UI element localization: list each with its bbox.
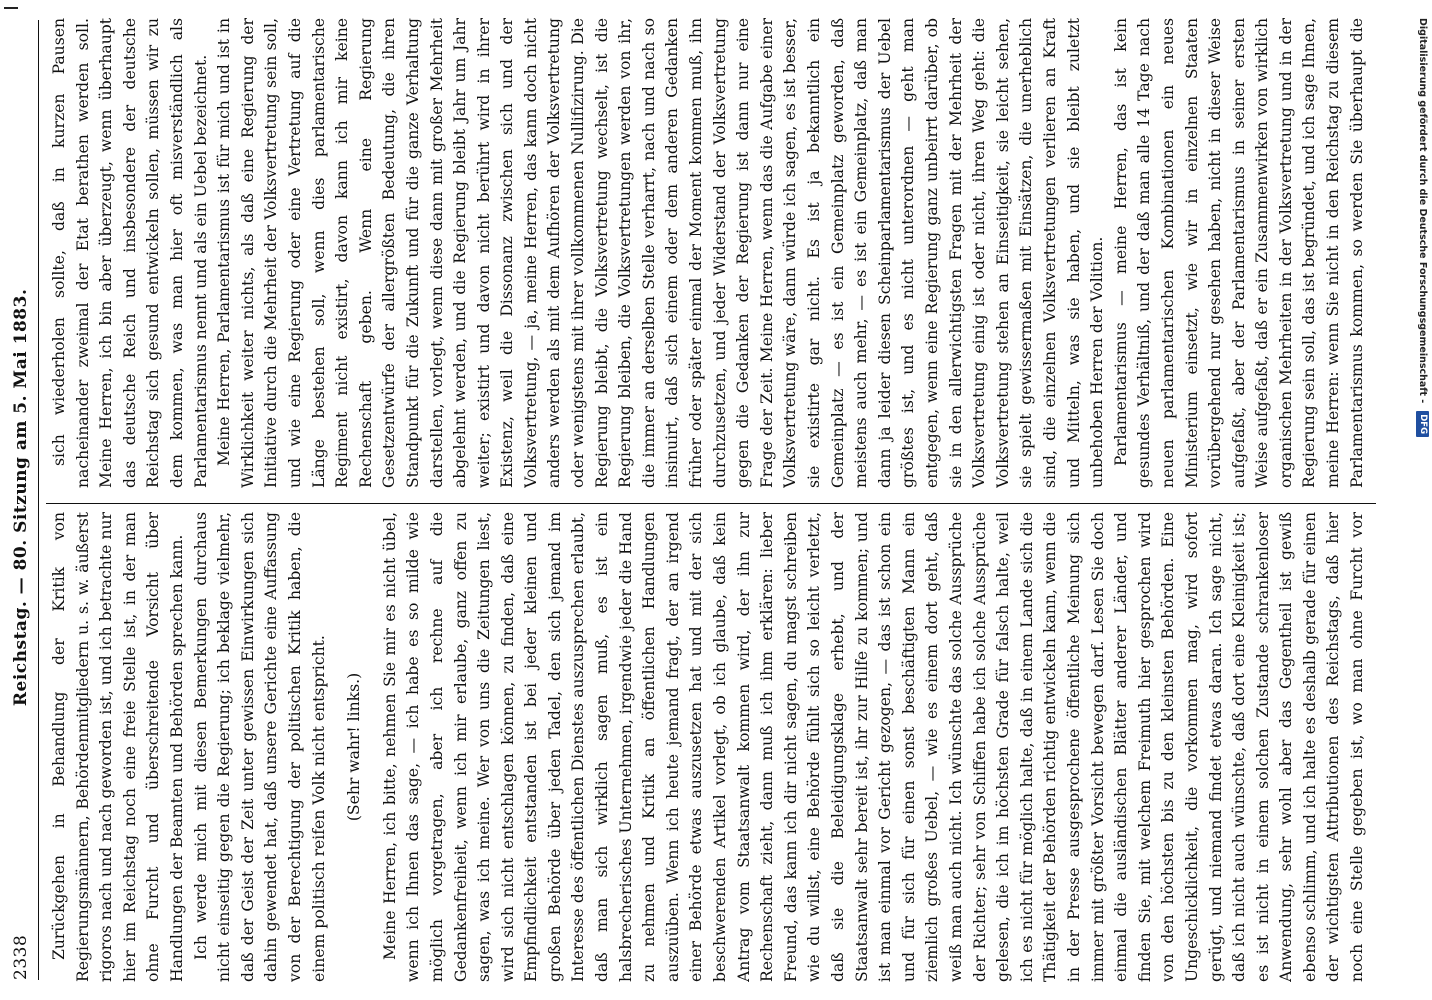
paragraph: Meine Herren, Parlamentarismus ist für mich und ist in Wirklichkeit weiter nichts, als daß eine Regierung der Initiative durch die Mehrheit der Volksvertretung sein soll, und wie eine Regierung oder eine Vertretung auf die Länge bestehen soll, wenn dies parlamentarische Regiment nicht existirt, davon kann ich mir keine Rechenschaft geben. Wenn eine Regierung Gesetzentwürfe der allergrößten Bedeutung, die ihren Standpunkt für die Zukunft und für die ganze Verhaltung darstellen, vorlegt, wenn diese dann mit großer Mehrheit abgelehnt werden, und die Regierung bleibt Jahr um Jahr weiter; existirt und davon nicht berührt wird in ihrer Existenz, weil die Dissonanz zwischen sich und der Volksvertretung, — ja, meine Herren, das kann doch nicht anders werden als mit dem Aufhören der Volksvertretung oder wenigstens mit ihrer vollkommenen Nullifizirung. Die Regierung bleibt, die Volksvertretung wechselt, ist die Regierung bleiben, die Volksvertretungen werden von ihr, die immer an derselben Stelle verharrt, nach und nach so insinuirt, daß sich einem oder dem anderen Gedanken früher oder später einmal der Moment kommen muß, ihn durchzusetzen, und jeder Widerstand der Volksvertretung gegen die Gedanken der Regierung ist dann nur eine Frage der Zeit. Meine Herren, wenn das die Aufgabe einer Volksvertretung wäre, dann würde ich sagen, es ist besser, sie existirte gar nicht. Es ist ja bekanntlich ein Gemeinplatz — es ist ein Gemeinplatz geworden, daß meistens auch mehr, — es ist ein Gemeinplatz, daß man dann ja leider diesen Scheinparlamentarismus der Uebel größtes ist, und es nicht unterordnen — geht man entgegen, wenn eine Regierung ganz unbeirrt darüber, ob sie in den allerwichtigsten Fragen mit der Mehrheit der Volksvertretung einig ist oder nicht, ihren Weg geht: die Volksvertretung stehen an Einseitigkeit, sie leicht sehen, sie spielt gewissermaßen mit Einsätzen, die unerheblich sind, die einzelnen Volksvertretungen verlieren an Kraft und Mitteln, was sie haben, und sie bleibt zuletzt unbehoben Herren der Volition.	[215, 18, 1107, 488]
paragraph: Zurückgehen in Behandlung der Kritik von Regierungsmännern, Behördenmitgliedern u. s. w. äußerst rigoros nach und nach geworden ist, und ich betrachte nur hier im Reichstag noch eine freie Stelle ist, in der man ohne Furcht und überschreitende Vorsicht über Handlungen der Beamten und Behörden sprechen kann.	[50, 512, 186, 982]
column-divider	[46, 503, 1376, 504]
header-rule	[38, 20, 39, 980]
left-column	[48, 512, 1368, 982]
right-column	[48, 18, 1368, 488]
scan-corner-mark	[4, 0, 18, 9]
paragraph: Meine Herren, ich bitte, nehmen Sie mir es nicht übel, wenn ich Ihnen das sage, — ich habe es so milde wie möglich vorgetragen, aber ich rechne auf die Gedankenfreiheit, wenn ich mir erlaube, ganz offen zu sagen, was ich meine. Wer von uns die Zeitungen liest, wird sich nicht entschlagen können, zu finden, daß eine Empfindlichkeit entstanden ist bei jeder kleinen und großen Behörde über jeden Tadel, den sich jemand im Interesse des öffentlichen Dienstes auszusprechen erlaubt, daß man sich wirklich sagen muß, es ist ein halsbrecherisches Unternehmen, irgendwie jeder die Hand zu nehmen und Kritik an öffentlichen Handlungen auszuüben. Wenn ich heute jemand fragt, der an irgend einer Behörde etwas auszusetzen hat und mit der sich beschwerenden Artikel vorlegt, ob ich glaube, daß kein Antrag vom Staatsanwalt kommen wird, der ihn zur Rechenschaft zieht, dann muß ich ihm erklären: lieber Freund, das kann ich dir nicht sagen, du magst schreiben wie du willst, eine Behörde fühlt sich so leicht verletzt, daß sie die Beleidigungsklage erhebt, und der Staatsanwalt sehr bereit ist, ihr zur Hilfe zu kommen; und ist man einmal vor Gericht gezogen, — das ist schon ein und für sich für einen sonst beschäftigten Mann ein ziemlich großes Uebel, — wie es einem dort geht, daß weiß man auch nicht. Ich wünschte das solche Aussprüche der Richter; sehr von Schiffen habe ich solche Aussprüche gelesen, die ich im höchsten Grade für falsch halte, weil ich es nicht für möglich halte, daß in einem Lande sich die Thätigkeit der Behörden richtig entwickeln kann, wenn die in der Presse ausgesprochene öffentliche Meinung sich immer mit größter Vorsicht bewegen darf. Lesen Sie doch einmal die ausländischen Blätter anderer Länder, und finden Sie, mit welchem Freimuth hier gesprochen wird von den höchsten bis zu den kleinsten Behörden. Eine Ungeschicklichkeit, die vorkommen mag, wird sofort gerügt, und niemand findet etwas daran. Ich sage nicht, daß ich nicht auch wünschte, daß dort eine Kleinigkeit ist; es ist nicht in einem solchen Zustande schrankenloser Anwendung, sehr wohl aber das Gegentheil ist gewiß ebenso schlimm, und ich halte es deshalb gerade für einen der wichtigsten Attributionen des Reichstags, daß hier noch eine Stelle gegeben ist, wo man ohne Furcht vor	[380, 512, 1367, 982]
paragraph: Parlamentarismus — meine Herren, das ist kein gesundes Verhältniß, und der daß man alle 14 Tage nach neuen parlamentarischen Kombinationen ein neues Ministerium einsetzt, wie wir in einzelnen Staaten vorübergehend nur gesehen haben, nicht in dieser Weise aufgefaßt, aber der Parlamentarismus in seiner ersten Weise aufgefaßt, daß er ein Zusammenwirken von wirklich organischen Mehrheiten in der Volksvertretung und in der Regierung sein soll, das ist begründet, und ich sage Ihnen, meine Herren: wenn Sie nicht in den Reichstag zu diesem Parlamentarismus kommen, so werden Sie überhaupt die	[1111, 18, 1366, 488]
paragraph: Ich werde mich mit diesen Bemerkungen durchaus nicht einseitig gegen die Regierung; ich beklage vielmehr, daß der Geist der Zeit unter gewissen Einwirkungen sich dahin gewendet hat, daß unsere Gerichte eine Auffassung von der Berechtigung der politischen Kritik haben, die einem politisch reifen Volk nicht entspricht.	[191, 512, 328, 982]
dfg-logo[interactable]: DFG	[1416, 411, 1429, 437]
interjection: (Sehr wahr! links.)	[345, 672, 364, 822]
running-title: Reichstag. — 80. Sitzung am 5. Mai 1883.	[11, 288, 31, 707]
digitization-credit-bar	[1413, 0, 1432, 1000]
credit-text: Digitalisierung gefördert durch die Deutsche Forschungsgemeinschaft -	[1417, 18, 1428, 404]
page-header	[6, 20, 36, 980]
paragraph: sich wiederholen sollte, daß in kurzen Pausen nacheinander zweimal der Etat berathen werden soll. Meine Herren, ich bin aber überzeugt, wenn überhaupt das deutsche Reich und insbesondere der deutsche Reichstag sich gesund entwickeln sollen, müssen wir zu dem kommen, was man hier oft misverständlich als Parlamentarismus nennt und als ein Uebel bezeichnet.	[50, 18, 210, 488]
page-number: 2338	[11, 934, 31, 980]
credit-text-rotated	[1413, 0, 1432, 1000]
